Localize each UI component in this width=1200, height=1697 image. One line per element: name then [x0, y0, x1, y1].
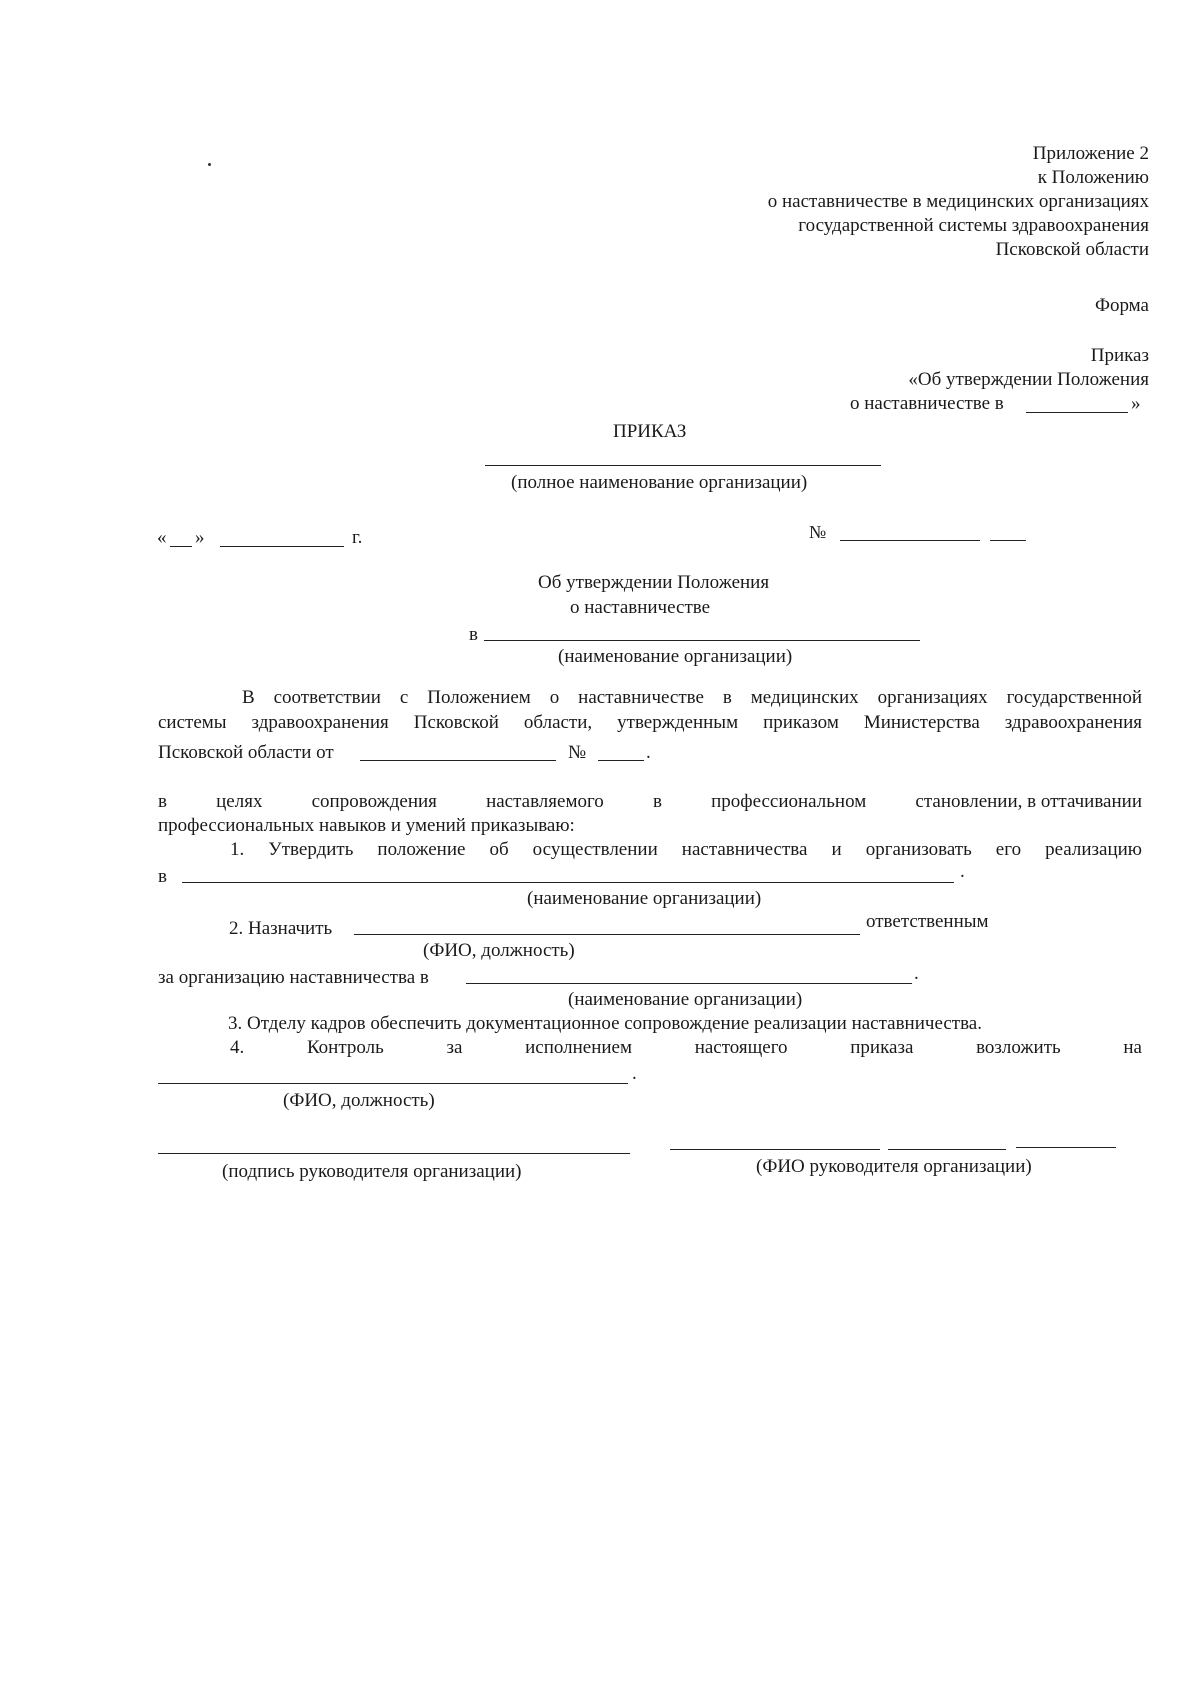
order-ref-line-3-prefix: о наставничестве в — [850, 393, 1004, 414]
head-name-blank-1[interactable] — [670, 1149, 880, 1150]
document-title: ПРИКАЗ — [613, 421, 687, 442]
appendix-line-2: к Положению — [1037, 167, 1149, 188]
item-2-prefix: 2. Назначить — [229, 918, 333, 939]
item-2-org-blank[interactable] — [466, 983, 912, 984]
preamble-line-3-end: . — [646, 742, 651, 763]
order-ref-line-3-suffix: » — [1131, 393, 1141, 414]
purpose-line-1 — [158, 792, 1142, 811]
order-ref-org-blank[interactable] — [1026, 412, 1128, 413]
item-4-word: на — [1123, 1037, 1142, 1058]
subject-org-caption: (наименование организации) — [558, 646, 793, 667]
item-1-line-2-end: . — [960, 861, 965, 882]
org-full-name-caption: (полное наименование организации) — [511, 472, 808, 493]
date-year-suffix: г. — [352, 527, 363, 548]
order-ref-line-2: «Об утверждении Положения — [908, 369, 1149, 390]
number-blank-2[interactable] — [990, 540, 1026, 541]
date-day-blank[interactable] — [170, 546, 192, 547]
appendix-line-3: о наставничестве в медицинских организациях — [767, 191, 1149, 212]
subject-org-blank[interactable] — [484, 640, 920, 641]
item-4-word: возложить — [976, 1037, 1061, 1058]
purpose-word: становлении, в оттачивании — [915, 791, 1142, 812]
order-ref-line-1: Приказ — [1090, 345, 1149, 366]
preamble-line-3-num: № — [568, 742, 587, 763]
item-2-caption-1: (ФИО, должность) — [423, 940, 575, 961]
number-sign: № — [809, 522, 827, 542]
appendix-line-1: Приложение 2 — [1032, 143, 1149, 164]
date-open-quote: « — [157, 527, 167, 548]
purpose-word: наставляемого — [486, 791, 604, 812]
ministry-order-date-blank[interactable] — [360, 760, 556, 761]
item-4-word: 4. — [230, 1037, 245, 1058]
subject-line-3-prefix: в — [469, 624, 478, 645]
item-4-word: Контроль — [306, 1037, 384, 1058]
purpose-line-2: профессиональных навыков и умений приказываю: — [158, 815, 575, 836]
item-1-org-blank[interactable] — [182, 882, 954, 883]
item-2-caption-2: (наименование организации) — [568, 989, 803, 1010]
head-name-blank-2[interactable] — [888, 1149, 1006, 1150]
number-blank-1[interactable] — [840, 540, 980, 541]
item-2-line-2-prefix: за организацию наставничества в — [158, 967, 429, 988]
appendix-line-4: государственной системы здравоохранения — [798, 215, 1149, 236]
item-4-caption: (ФИО, должность) — [283, 1090, 435, 1111]
item-4-word: за — [446, 1037, 463, 1058]
subject-line-2: о наставничестве — [570, 597, 711, 618]
item-2-responsible-blank[interactable] — [354, 934, 860, 935]
signature-caption: (подпись руководителя организации) — [222, 1161, 522, 1182]
purpose-word: в — [652, 791, 662, 812]
head-name-caption: (ФИО руководителя организации) — [756, 1156, 1032, 1177]
date-month-blank[interactable] — [220, 546, 344, 547]
preamble-line-2: системы здравоохранения Псковской области, утвержденным приказом Министерства здравоохранения — [158, 712, 1142, 733]
item-4-responsible-blank[interactable] — [158, 1083, 628, 1084]
item-2-line-2-end: . — [914, 963, 919, 984]
purpose-word: сопровождения — [311, 791, 437, 812]
form-label: Форма — [1094, 295, 1149, 316]
item-4-word: приказа — [850, 1037, 914, 1058]
ministry-order-number-blank[interactable] — [598, 760, 644, 761]
purpose-word: в — [158, 791, 167, 812]
item-1-line-1: 1. Утвердить положение об осуществлении наставничества и организовать его реализацию — [230, 839, 1142, 860]
item-1-org-caption: (наименование организации) — [527, 888, 762, 909]
item-3-text: 3. Отделу кадров обеспечить документационное сопровождение реализации наставничества. — [228, 1013, 982, 1034]
preamble-line-1: В соответствии с Положением о наставничестве в медицинских организациях государственной — [242, 687, 1142, 708]
subject-line-1: Об утверждении Положения — [538, 572, 770, 593]
org-full-name-blank[interactable] — [485, 465, 881, 466]
item-4-word: настоящего — [694, 1037, 788, 1058]
item-1-line-2-prefix: в — [158, 866, 167, 887]
preamble-line-3-prefix: Псковской области от — [158, 742, 334, 763]
head-name-blank-3[interactable] — [1016, 1147, 1116, 1148]
item-2-suffix: ответственным — [866, 911, 989, 932]
item-4-line-2-end: . — [632, 1063, 637, 1084]
item-4-line-1 — [230, 1038, 1142, 1057]
signature-blank[interactable] — [158, 1153, 630, 1154]
purpose-word: профессиональном — [711, 791, 867, 812]
purpose-word: целях — [216, 791, 263, 812]
scan-speck — [208, 163, 211, 166]
item-4-word: исполнением — [525, 1037, 632, 1058]
date-close-quote: » — [195, 527, 205, 548]
appendix-line-5: Псковской области — [995, 239, 1149, 260]
